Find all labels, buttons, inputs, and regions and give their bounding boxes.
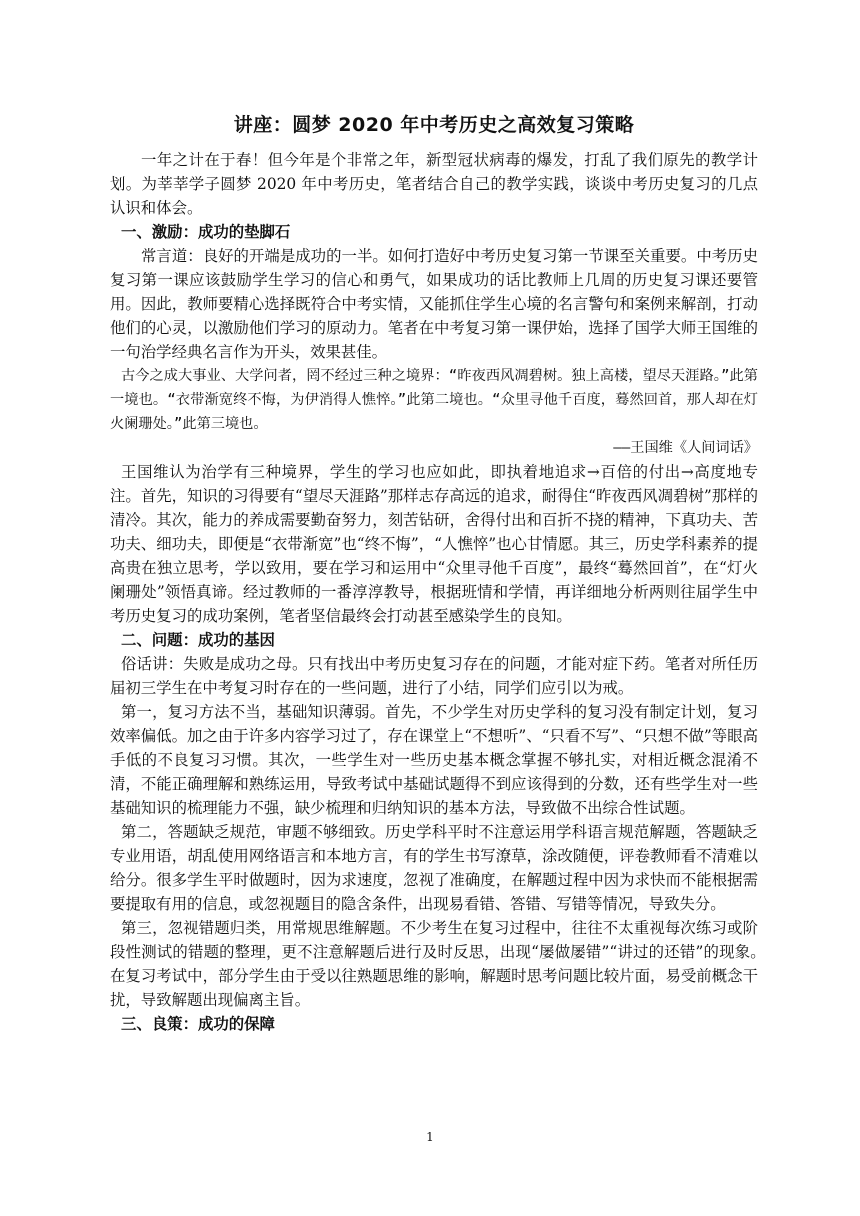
- section-heading-2: 二、问题：成功的基因: [121, 631, 275, 649]
- section2-paragraph-4: 第三，忽视错题归类，用常规思维解题。不少考生在复习过程中，往往不太重视每次练习或阶段性测试的错题的整理，更不注意解题后进行及时反思，出现“屡做屡错”“讲过的还错”的现象。 在复习考试中，部分学生由于受以往熟题思维的影响，解题时思考问题比较片面，易受前概念干扰，导致解题出现偏离主旨。: [110, 919, 774, 1009]
- section-heading-3: 三、良策：成功的保障: [121, 1015, 275, 1033]
- section1-quote: 古今之成大事业、大学问者，罔不经过三种之境界：“昨夜西风凋碧树。独上高楼，望尽天涯路。”此第一境也。“衣带渐宽终不悔，为伊消得人憔悴。”此第二境也。“众里寻他千百度，蓦然回首，那人却在灯火阑珊处。”此第三境也。: [110, 368, 758, 432]
- section-heading-1: 一、激励：成功的垫脚石: [121, 223, 291, 241]
- section1-paragraph-1: 常言道：良好的开端是成功的一半。如何打造好中考历史复习第一节课至关重要。中考历史复习第一课应该鼓励学生学习的信心和勇气，如果成功的话比教师上几周的历史复习课还要管用。因此，教师要精心选择既符合中考实情，又能抓住学生心境的名言警句和案例来解剖，打动他们的心灵，以激励他们学习的原动力。笔者在中考复习第一课伊始，选择了国学大师王国维的一句治学经典名言作为开头，效果甚佳。: [110, 247, 758, 361]
- section2-paragraph-3: 第二，答题缺乏规范，审题不够细致。历史学科平时不注意运用学科语言规范解题，答题缺乏专业用语，胡乱使用网络语言和本地方言，有的学生书写潦草，涂改随便，评卷教师看不清难以给分。很多学生平时做题时，因为求速度，忽视了准确度，在解题过程中因为求快而不能根据需要提取有用的信息，或忽视题目的隐含条件，出现易看错、答错、写错等情况，导致失分。: [110, 823, 758, 913]
- page-number: 1: [426, 1130, 434, 1144]
- section2-paragraph-1: 俗话讲：失败是成功之母。只有找出中考历史复习存在的问题，才能对症下药。笔者对所任历届初三学生在中考复习时存在的一些问题，进行了小结，同学们应引以为戒。: [110, 655, 758, 697]
- quote-attribution: ——王国维《人间词话》: [613, 440, 758, 456]
- document-body: [110, 108, 774, 1036]
- section2-paragraph-2: 第一，复习方法不当，基础知识薄弱。首先，不少学生对历史学科的复习没有制定计划，复习效率偏低。加之由于许多内容学习过了，存在课堂上“不想听”、“只看不写”、“只想不做”等眼高手低的不良复习习惯。其次，一些学生对一些历史基本概念掌握不够扎实，对相近概念混淆不清，不能正确理解和熟练运用，导致考试中基础试题得不到应该得到的分数，还有些学生对一些基础知识的梳理能力不强，缺少梳理和归纳知识的基本方法，导致做不出综合性试题。: [110, 703, 758, 817]
- document-title: 讲座：圆梦 2020 年中考历史之高效复习策略: [233, 114, 635, 136]
- section1-paragraph-2: 王国维认为治学有三种境界，学生的学习也应如此，即执着地追求→百倍的付出→高度地专注。首先，知识的习得要有“望尽天涯路”那样志存高远的追求，耐得住“昨夜西风凋碧树”那样的清冷。其次，能力的养成需要勤奋努力，刻苦钻研，舍得付出和百折不挠的精神，下真功夫、苦功夫、细功夫，即便是“衣带渐宽”也“终不悔”，“人憔悴”也心甘情愿。其三，历史学科素养的提高贵在独立思考，学以致用，要在学习和运用中“众里寻他千百度”，最终“蓦然回首”，在“灯火阑珊处”领悟真谛。经过教师的一番淳淳教导，根据班情和学情，再详细地分析两则往届学生中考历史复习的成功案例，笔者坚信最终会打动甚至感染学生的良知。: [110, 463, 758, 625]
- intro-paragraph: 一年之计在于春！但今年是个非常之年，新型冠状病毒的爆发，打乱了我们原先的教学计划。为莘莘学子圆梦 2020 年中考历史，笔者结合自己的教学实践，谈谈中考历史复习的几点认识和体会。: [110, 151, 758, 217]
